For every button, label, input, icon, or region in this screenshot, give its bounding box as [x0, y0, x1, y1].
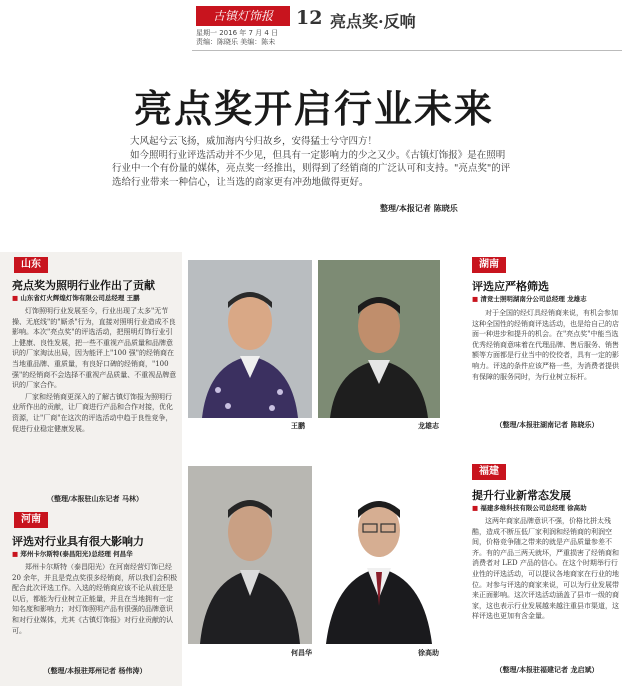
article-title-hunan: 评选应严格筛选	[472, 280, 549, 293]
article-byline-shandong: ■ 山东省灯火辉煌灯饰有限公司总经理 王鹏	[12, 293, 180, 302]
intro-paragraph: 大风起兮云飞扬，威加海内兮归故乡，安得猛士兮守四方！	[130, 136, 378, 147]
article-paragraph: 郑州卡尔斯特（泰昌阳光）在河南经营灯饰已经 20 余年，并且是党点奖很多经销商，所以我们会积极配合此次评选工作。入选的经销商应该不论从前还是以后，都能为行业树立正能量，并且在当地拥有一定知名度和影响力；对灯饰照明产品有很强的品牌意识和对行业媒体，尤其《古镇灯饰报》对行业贡献的认可。	[12, 563, 178, 635]
portrait-he-changhua-illustration	[188, 466, 312, 644]
article-byline-hunan: ■ 清竞士照明湖南分公司总经理 龙雄志	[472, 294, 622, 303]
portrait-photo-long-xiongzhi	[318, 260, 440, 418]
photo-caption-wang-peng: 王鹏	[291, 422, 305, 430]
editor-credits: 责编：陈晓乐 美编：陈未	[196, 38, 276, 46]
intro-credit: 整理/本报记者 陈晓乐	[380, 204, 458, 213]
article-paragraph: 这两年商家品牌意识不强，价格比拼太残酷，造成不断压低厂家利润和经销商的利润空间，价格竞争随之带来的就是产品质量参差不齐。有的产品三两天就坏，严重损害了经销商和消费者对 LED 产品的信心。在这个时期举行行业性的评选活动，可以提议各地商家在行业的地位。对参与评选的商家来说，可以为行业发展带来正面影响。这次评选活动涵盖了县市一级的商家，这也表示行业发展越来越注重县市渠道，这样评选也更加有含金量。	[472, 517, 619, 621]
portrait-photo-he-changhua	[188, 466, 312, 644]
article-title-fujian: 提升行业新常态发展	[472, 489, 571, 502]
portrait-photo-xu-gaozhu	[318, 466, 440, 644]
article-body-fujian	[472, 516, 622, 623]
article-credit-hunan: （整理/本报驻湖南记者 陈晓乐）	[495, 421, 599, 429]
region-tag-shandong: 山东	[14, 257, 48, 273]
article-credit-henan: （整理/本报驻郑州记者 杨伟涛）	[43, 667, 147, 675]
portrait-photo-wang-peng	[188, 260, 312, 418]
region-tag-hunan: 湖南	[472, 257, 506, 273]
portrait-wang-peng-illustration	[188, 260, 312, 418]
article-title-henan: 评选对行业具有很大影响力	[12, 535, 144, 548]
region-tag-henan: 河南	[14, 512, 48, 528]
photo-caption-long-xiongzhi: 龙雄志	[418, 422, 439, 430]
article-byline-henan: ■ 郑州卡尔斯特(泰昌阳光)总经理 何昌华	[12, 549, 180, 558]
header-divider	[192, 50, 622, 51]
article-body-shandong	[12, 306, 178, 435]
newspaper-logo: 古镇灯饰报	[196, 6, 290, 26]
issue-date: 星期一 2016 年 7 月 4 日	[196, 29, 279, 37]
article-paragraph: 灯饰照明行业发展至今，行业出现了太多"无节操、无底线"的"厮杀"行为，直接对照明行业造成不良影响。本次"亮点奖"的评选活动，把照明灯饰行业引上健康、良性发展，把一些不重视产品质量和品牌意识的厂家淘汰出局，因为能评上"100 强"的经销商在当地重品牌、重质量，有良好口碑的经销商，"100 强"的经销商不会选择不重视产品质量、不重视品牌意识的厂家合作。	[12, 307, 177, 390]
article-title-shandong: 亮点奖为照明行业作出了贡献	[12, 279, 155, 292]
section-title: 亮点奖·反响	[330, 12, 416, 31]
article-paragraph: 对于全国的经灯具经销商来说，有机会参加这种全国性的经销商评选活动，也是给自己的店面一种进步和提升的机会。在"亮点奖"中能当选优秀经销商意味着在代理品牌、售后服务、销售额等方面都是行业当中的佼佼者，具有一定的影响力。评选的条件应该严格一些，为消费者提供有保障的服务同时，为行业树立标杆。	[472, 309, 619, 381]
portrait-long-xiongzhi-illustration	[318, 260, 440, 418]
article-paragraph: 厂家和经销商更深入的了解古镇灯饰报为照明行业所作出的贡献，让厂商进行产品和合作对接，优化资源，让"厂商"在这次的评选活动中趋于良性竞争，促进行业稳定健康发展。	[12, 392, 173, 433]
portrait-xu-gaozhu-illustration	[318, 466, 440, 644]
photo-caption-he-changhua: 何昌华	[291, 649, 312, 657]
page-number: 12	[296, 7, 323, 29]
article-credit-fujian: （整理/本报驻福建记者 龙启斌）	[495, 666, 599, 674]
intro-paragraph: 如今照明行业评选活动并不少见，但具有一定影响力的少之又少。《古镇灯饰报》是在照明行业中一个有份量的媒体，亮点奖一经推出，则得到了经销商的广泛认可和支持。"亮点奖"的评选给行业带来一种信心，让当选的商家更有冲劲地做得更好。	[112, 149, 511, 188]
page-headline: 亮点奖开启行业未来	[133, 87, 494, 131]
article-byline-fujian: ■ 福建多维科技有限公司总经理 徐高助	[472, 503, 622, 512]
article-body-hunan	[472, 308, 622, 383]
article-body-henan	[12, 562, 178, 637]
intro-text	[112, 135, 512, 189]
photo-caption-xu-gaozhu: 徐高助	[418, 649, 439, 657]
region-tag-fujian: 福建	[472, 464, 506, 480]
article-credit-shandong: （整理/本报驻山东记者 马林）	[47, 495, 143, 503]
